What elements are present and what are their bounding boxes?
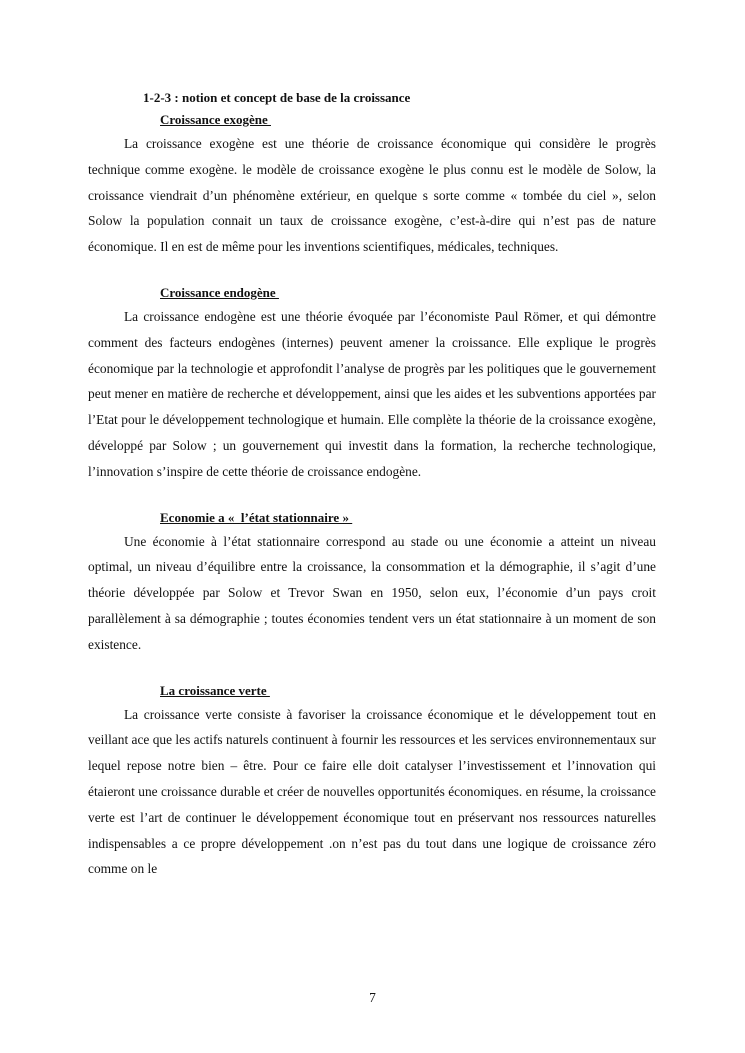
paragraph-etat-stationnaire: Une économie à l’état stationnaire correspond au stade ou une économie a atteint un niveau optimal, un niveau d’équilibre entre la croissance, la consommation et la démographie, il s’agit d’une théorie développée par Solow et Trevor Swan en 1950, selon eux, l’économie d’un pays croit parallèlement à sa démographie ; toutes économies tendent vers un état stationnaire à un moment de son existence. <box>88 533 656 652</box>
page-number: 7 <box>369 990 376 1005</box>
paragraph-croissance-verte: La croissance verte consiste à favoriser la croissance économique et le développement tout en veillant ace que les actifs naturels continuent à fournir les ressources et les services environnementaux sur lequel repose notre bien – être. Pour ce faire elle doit catalyser l’investissement et l’innovation qui étaieront une croissance durable et créer de nouvelles opportunités économiques. en résume, la croissance verte est l’art de continuer le développement économique tout en préservant nos ressources naturelles indispensables a ce propre développement .on n’est pas du tout dans une logique de croissance zéro comme on le <box>88 706 656 877</box>
spacer <box>88 260 656 282</box>
paragraph-croissance-endogene: La croissance endogène est une théorie évoquée par l’économiste Paul Römer, et qui démontre comment des facteurs endogènes (internes) peuvent amener la croissance. Elle explique le progrès économique par la technologie et approfondit l’analyse de progrès par les politiques que le gouvernement peut mener en matière de recherche et développement, ainsi que les aides et les subventions apportées par l’Etat pour le développement technologique et humain. Elle complète la théorie de la croissance exogène, développé par Solow ; un gouvernement qui investit dans la formation, la recherche technologique, l’innovation s’inspire de cette théorie de croissance endogène. <box>88 308 656 479</box>
section-title: 1-2-3 : notion et concept de base de la croissance <box>143 90 411 105</box>
spacer <box>88 658 656 680</box>
heading-croissance-verte: La croissance verte <box>160 682 270 698</box>
heading-croissance-exogene: Croissance exogène <box>160 112 271 127</box>
paragraph-croissance-exogene: La croissance exogène est une théorie de croissance économique qui considère le progrès technique comme exogène. le modèle de croissance exogène le plus connu est le modèle de Solow, la croissance viendrait d’un phénomène extérieur, en quelque s sorte comme « tombée du ciel », selon Solow la population connait un taux de croissance exogène, c’est-à-dire qui n’est pas de nature économique. Il en est de même pour les inventions scientifiques, médicales, techniques. <box>88 136 656 255</box>
heading-croissance-endogene: Croissance endogène <box>160 284 279 300</box>
document-page <box>88 86 656 882</box>
heading-etat-stationnaire: Economie a « l’état stationnaire » <box>160 509 353 525</box>
spacer <box>88 485 656 507</box>
